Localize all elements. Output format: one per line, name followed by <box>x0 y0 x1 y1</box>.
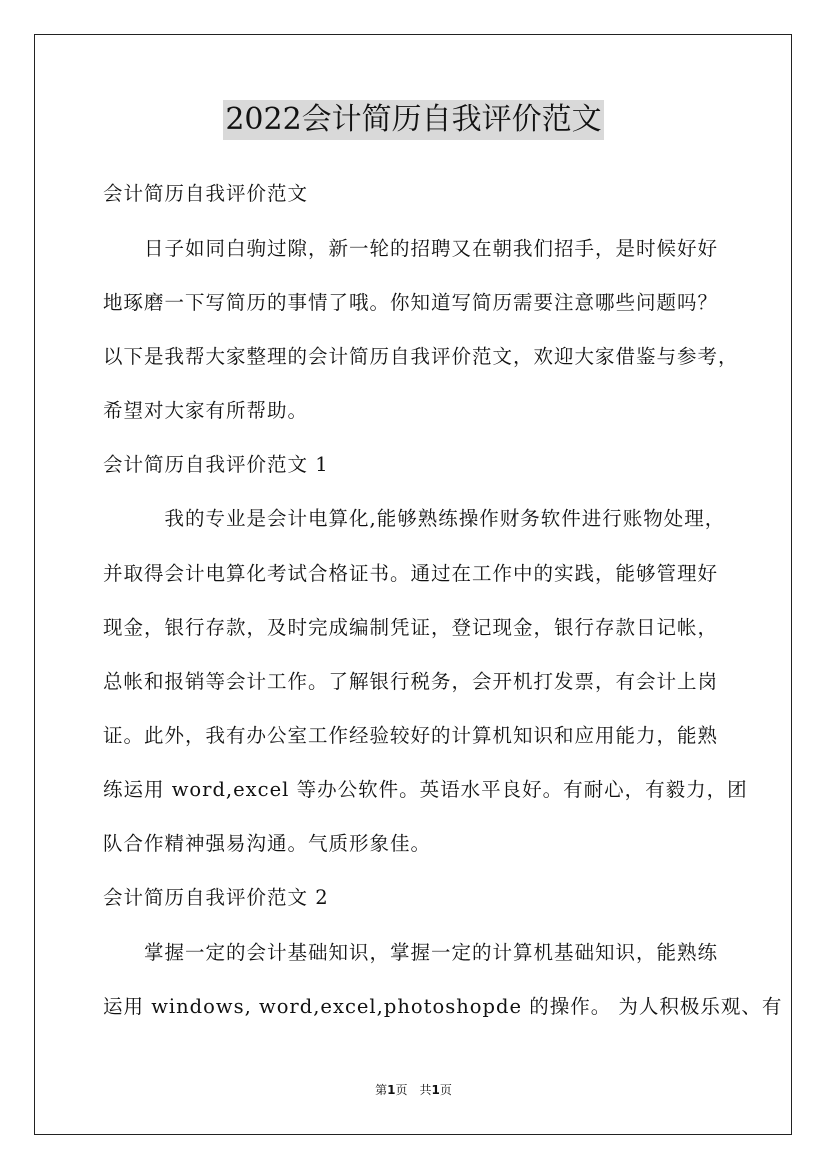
paragraph-line: 并取得会计电算化考试合格证书。通过在工作中的实践，能够管理好 <box>103 562 719 585</box>
paragraph-line: 总帐和报销等会计工作。了解银行税务，会开机打发票，有会计上岗 <box>103 670 719 693</box>
document-title: 2022会计简历自我评价范文 <box>223 100 603 140</box>
title-container <box>0 100 827 140</box>
section-heading: 会计简历自我评价范文 2 <box>103 886 329 909</box>
page-footer <box>0 1082 827 1098</box>
paragraph-line: 现金，银行存款，及时完成编制凭证，登记现金，银行存款日记帐， <box>103 616 719 639</box>
paragraph-line: 地琢磨一下写简历的事情了哦。你知道写简历需要注意哪些问题吗？ <box>103 291 719 314</box>
paragraph-line: 练运用 word,excel 等办公软件。英语水平良好。有耐心，有毅力，团 <box>103 778 748 801</box>
paragraph-line: 掌握一定的会计基础知识，掌握一定的计算机基础知识，能熟练 <box>103 941 719 964</box>
section-heading: 会计简历自我评价范文 <box>103 182 309 205</box>
section-heading: 会计简历自我评价范文 1 <box>103 453 329 476</box>
paragraph-line: 运用 windows, word,excel,photoshopde 的操作。 为人积极乐观、有 <box>103 995 783 1018</box>
paragraph-line: 以下是我帮大家整理的会计简历自我评价范文，欢迎大家借鉴与参考， <box>103 345 739 368</box>
paragraph-line: 证。此外，我有办公室工作经验较好的计算机知识和应用能力，能熟 <box>103 724 719 747</box>
paragraph-line: 日子如同白驹过隙，新一轮的招聘又在朝我们招手，是时候好好 <box>103 237 719 260</box>
footer-suffix: 页 <box>439 1083 452 1097</box>
paragraph-line: 队合作精神强易沟通。气质形象佳。 <box>103 832 432 855</box>
footer-mid: 页 共 <box>395 1083 432 1097</box>
footer-prefix: 第 <box>375 1083 388 1097</box>
footer-page-total: 1 <box>431 1083 440 1097</box>
paragraph-line: 我的专业是会计电算化,能够熟练操作财务软件进行账物处理， <box>103 507 726 530</box>
footer-page-current: 1 <box>387 1083 396 1097</box>
paragraph-line: 希望对大家有所帮助。 <box>103 399 309 422</box>
